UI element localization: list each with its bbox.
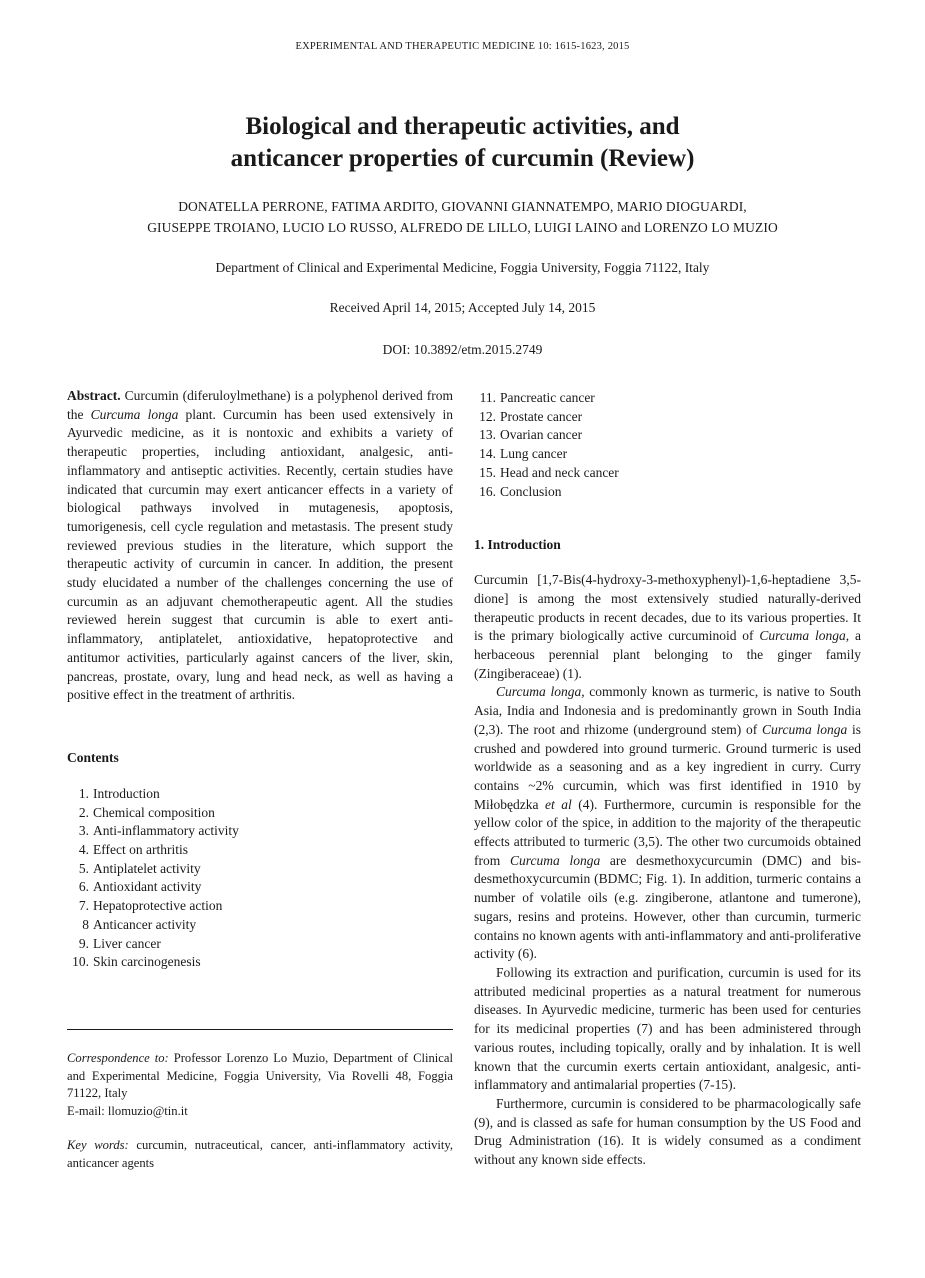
contents-item-number: 9. [78, 935, 89, 951]
correspondence: Correspondence to: Professor Lorenzo Lo Muzio, Department of Clinical and Experimental Medicine, Foggia University, Via Rovelli 48, Foggia 71122, Italy E-mail: llomuzio@tin.it [67, 1050, 453, 1120]
contents-item-label: Hepatoprotective action [93, 898, 223, 914]
contents-item-number: 14. [479, 446, 496, 462]
contents-list-continued [474, 389, 861, 501]
contents-item [474, 389, 861, 408]
contents-item-number: 8 [82, 916, 89, 932]
abstract-label: Abstract. [67, 388, 121, 403]
left-column [67, 387, 453, 972]
contents-list [67, 785, 453, 972]
contents-item [474, 464, 861, 483]
contents-item-label: Anticancer activity [93, 916, 197, 932]
contents-item [67, 785, 453, 804]
contents-item-number: 2. [78, 804, 89, 820]
contents-item [67, 878, 453, 897]
contents-heading: Contents [67, 749, 119, 765]
contents-item-label: Ovarian cancer [500, 427, 583, 443]
contents-item-number: 11. [479, 390, 496, 405]
contents-item-label: Chemical composition [93, 804, 215, 820]
doi: DOI: 10.3892/etm.2015.2749 [382, 342, 543, 357]
intro-paragraph-3: Following its extraction and purification, curcumin is used for its attributed medicinal properties as a natural treatment for numerous diseases. In Ayurvedic medicine, turmeric has been used for centuries for its medicinal properties (7) and has been administered through various routes, including topically, orally and by inhalation. It is well known that the curcumin exerts certain antioxidant, analgesic, anti-inflammatory and antimalarial properties (7-15). [474, 964, 861, 1093]
received-accepted-dates: Received April 14, 2015; Accepted July 14, 2015 [329, 300, 596, 315]
contents-item-label: Skin carcinogenesis [93, 954, 201, 970]
title-line-2: anticancer properties of curcumin (Review) [230, 145, 695, 172]
affiliation: Department of Clinical and Experimental Medicine, Foggia University, Foggia 71122, Italy [215, 260, 710, 275]
contents-item-label: Head and neck cancer [500, 464, 619, 480]
contents-item-number: 6. [78, 879, 89, 895]
contents-item-number: 5. [78, 860, 89, 876]
intro-paragraph-4: Furthermore, curcumin is considered to be pharmacologically safe (9), and is classed as safe for human consumption by the US Food and Drug Administration (16). It is widely consumed as a condiment without any known side effects. [474, 1095, 861, 1168]
contents-item [67, 841, 453, 860]
contents-item-label: Antioxidant activity [93, 879, 202, 895]
contents-item-label: Antiplatelet activity [93, 860, 201, 876]
contents-item-number: 1. [78, 785, 89, 801]
article-title [0, 111, 925, 175]
contents-item [474, 426, 861, 445]
running-header: EXPERIMENTAL AND THERAPEUTIC MEDICINE 10: 1615-1623, 2015 [295, 41, 630, 52]
contents-item-number: 10. [72, 954, 89, 970]
keywords: Key words: curcumin, nutraceutical, cancer, anti-inflammatory activity, anticancer agents [67, 1138, 453, 1170]
contents-item [67, 935, 453, 954]
keywords-label: Key words: [67, 1138, 129, 1152]
abstract: Abstract. Curcumin (diferuloylmethane) is a polyphenol derived from the Curcuma longa plant. Curcumin has been used extensively in Ayurvedic medicine, as it is nontoxic and exhibits a variety of therapeutic properties, including antioxidant, analgesic, anti-inflammatory and antiseptic activities. Recently, certain studies have indicated that curcumin may exert anticancer effects in a variety of biological pathways involved in mutagenesis, apoptosis, tumorigenesis, cell cycle regulation and metastasis. The present study reviewed previous studies in the literature, which support the therapeutic activity of curcumin in cancer. In addition, the present study elucidated a number of the challenges concerning the use of curcumin as an adjuvant chemotherapeutic agent. All the studies reviewed herein suggest that curcumin is able to exert anti-inflammatory, antiplatelet, antioxidative, hepatoprotective and antitumor activities, particularly against cancers of the liver, skin, pancreas, prostate, ovary, lung and head neck, as well as having a positive effect in the treatment of arthritis. [67, 388, 454, 703]
footnote-divider [67, 1029, 453, 1030]
email: E-mail: llomuzio@tin.it [67, 1103, 188, 1118]
contents-item [67, 860, 453, 879]
contents-item-label: Lung cancer [500, 446, 568, 462]
contents-item-label: Liver cancer [93, 935, 161, 951]
contents-item-number: 15. [479, 464, 496, 480]
contents-item-number: 7. [78, 898, 89, 914]
contents-item-label: Effect on arthritis [93, 842, 188, 858]
contents-item-label: Prostate cancer [500, 408, 583, 424]
right-column [474, 387, 861, 1170]
contents-item [67, 897, 453, 916]
intro-paragraph-2: Curcuma longa, commonly known as turmeric, is native to South Asia, India and Indonesia and is predominantly grown in South India (2,3). The root and rhizome (underground stem) of Curcuma longa is crushed and powdered into ground turmeric. Ground turmeric is used worldwide as a seasoning and as a key ingredient in curry. Curry contains ~2% curcumin, which was first identified in 1910 by Miłobędzka et al (4). Furthermore, curcumin is responsible for the yellow color of the spice, in addition to the majority of the therapeutic effects attributed to turmeric (3,5). The other two curcumoids obtained from Curcuma longa are desmethoxycurcumin (DMC) and bis-desmethoxycurcumin (BDMC; Fig. 1). In addition, turmeric contains a number of volatile oils (e.g. zingiberone, atlantone and tumerone), sugars, resins and proteins. However, other than curcumin, turmeric contains no known agents with anti-inflammatory and anti-proliferative activity (6). [474, 684, 862, 962]
contents-item-number: 4. [78, 842, 89, 858]
contents-item-number: 16. [479, 483, 496, 499]
introduction-heading: 1. Introduction [474, 537, 561, 553]
contents-item-label: Conclusion [500, 483, 562, 499]
contents-item [67, 916, 453, 935]
authors-line-1: DONATELLA PERRONE, FATIMA ARDITO, GIOVANNI GIANNATEMPO, MARIO DIOGUARDI, [178, 199, 747, 214]
contents-item [474, 408, 861, 427]
authors-line-2: GIUSEPPE TROIANO, LUCIO LO RUSSO, ALFREDO DE LILLO, LUIGI LAINO and LORENZO LO MUZIO [147, 220, 778, 235]
title-line-1: Biological and therapeutic activities, and [245, 113, 680, 140]
correspondence-label: Correspondence to: [67, 1051, 169, 1065]
contents-item-label: Introduction [93, 785, 160, 801]
contents-item-number: 13. [479, 427, 496, 443]
author-list [0, 196, 925, 238]
contents-item [474, 483, 861, 502]
contents-item [67, 822, 453, 841]
contents-item [67, 804, 453, 823]
contents-item [67, 953, 453, 972]
intro-paragraph-1: Curcumin [1,7-Bis(4-hydroxy-3-methoxyphenyl)-1,6-heptadiene 3,5-dione] is among the most extensively studied naturally-derived therapeutic products in recent decades, due to its various properties. It is the primary biologically active curcuminoid of Curcuma longa, a herbaceous perennial plant belonging to the ginger family (Zingiberaceae) (1). [474, 572, 861, 681]
contents-item-label: Anti-inflammatory activity [93, 823, 239, 839]
contents-item-number: 12. [479, 408, 496, 424]
contents-item [474, 445, 861, 464]
contents-item-label: Pancreatic cancer [500, 390, 595, 405]
contents-item-number: 3. [78, 823, 89, 839]
